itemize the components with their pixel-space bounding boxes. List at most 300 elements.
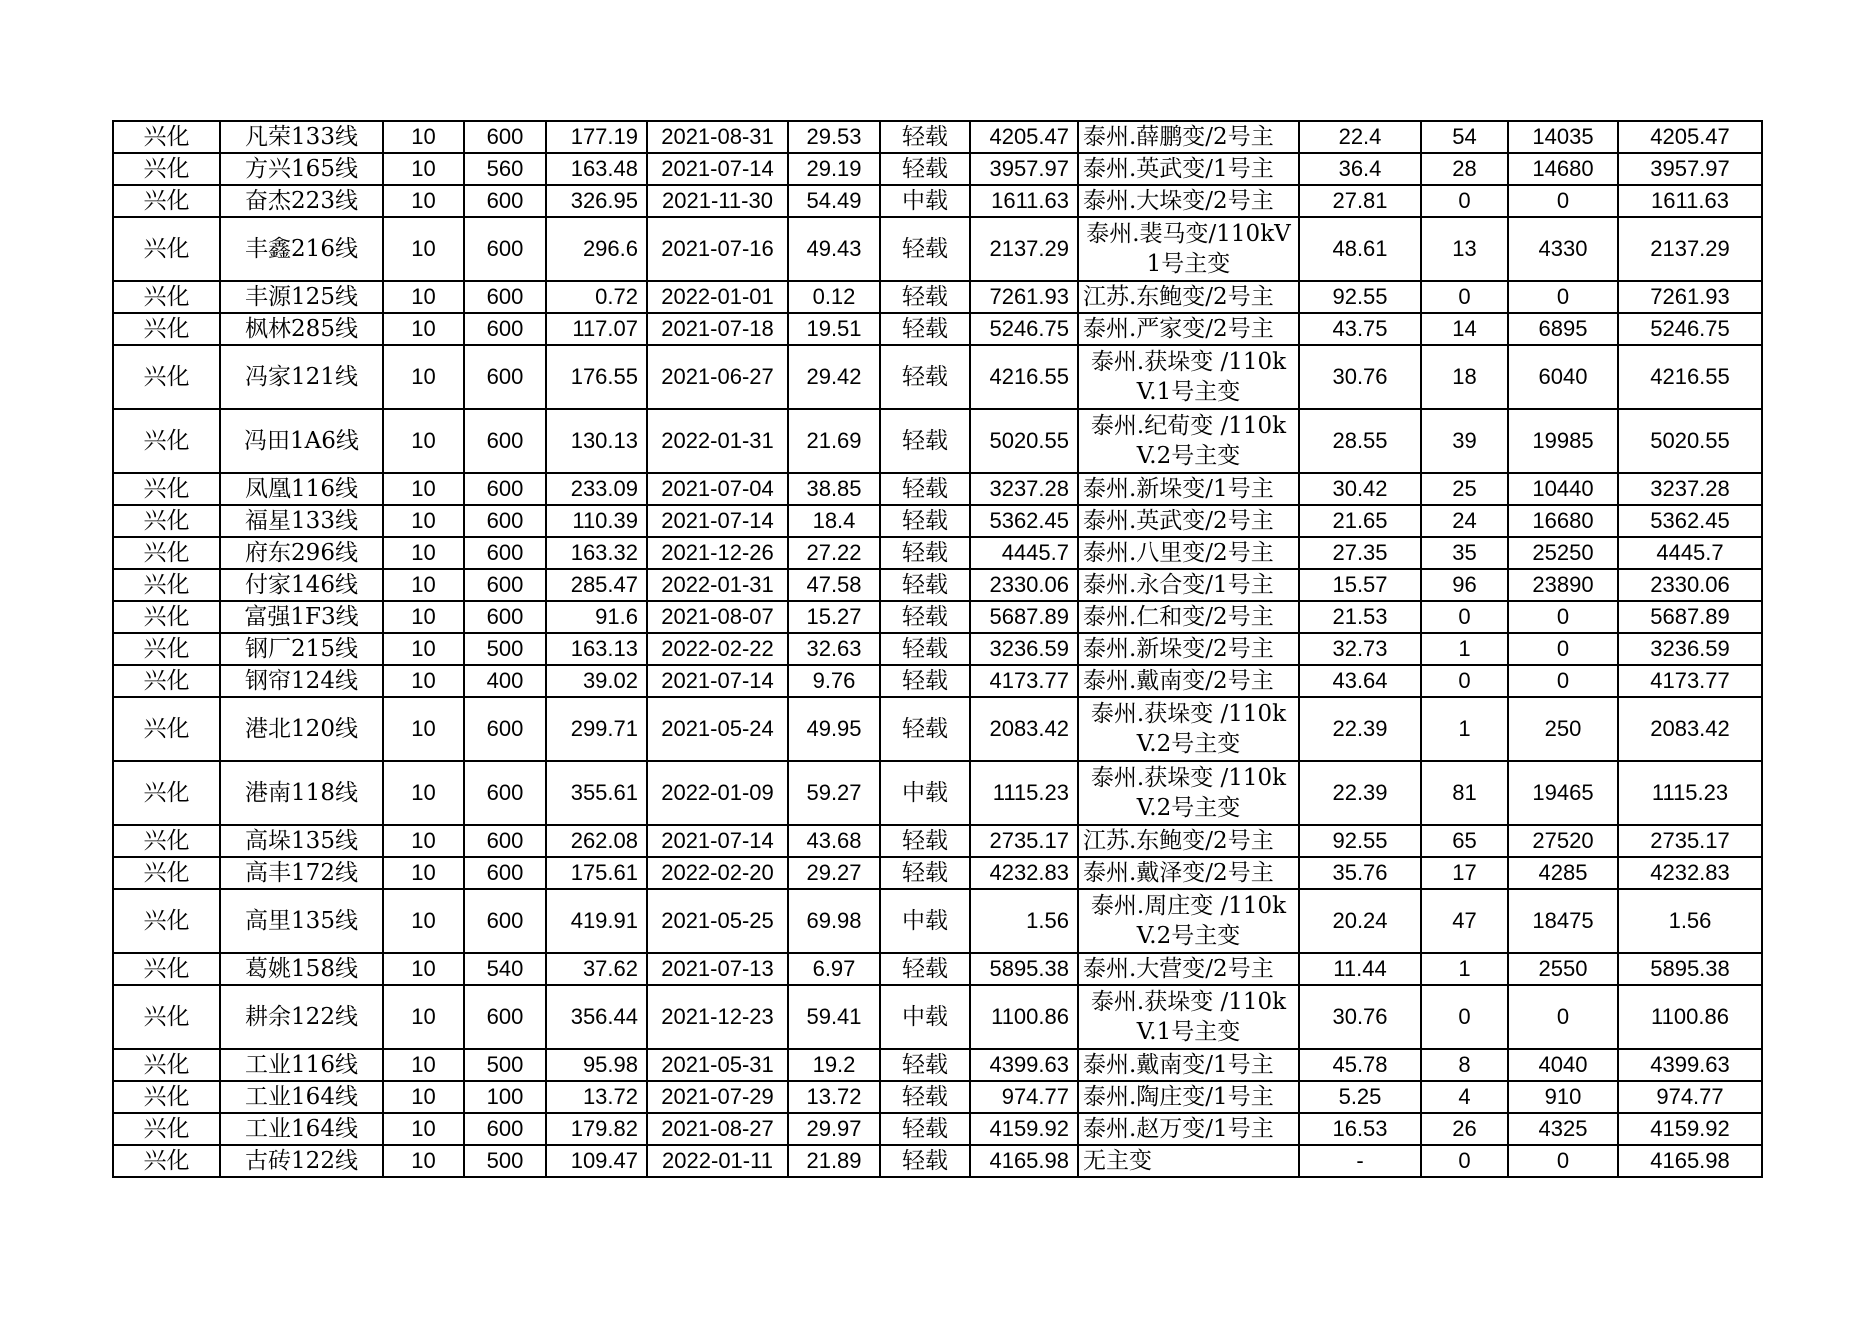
cell-margin: 4399.63 [970,1049,1078,1081]
cell-load-status: 轻载 [880,1081,970,1113]
table-row [113,953,1762,985]
cell-capacity: 600 [464,345,546,409]
cell-substation-rate: 28.55 [1299,409,1421,473]
table-row [113,1081,1762,1113]
distribution-line-table [112,120,1763,1178]
cell-load-status: 轻载 [880,1049,970,1081]
table-row [113,313,1762,345]
cell-substation-rate: 5.25 [1299,1081,1421,1113]
cell-load-status: 轻载 [880,633,970,665]
cell-substation: 江苏.东鲍变/2号主 [1078,825,1299,857]
cell-voltage: 10 [383,409,464,473]
cell-capacity: 540 [464,953,546,985]
cell-substation-rate: 45.78 [1299,1049,1421,1081]
cell-region: 兴化 [113,185,220,217]
cell-substation: 泰州.大营变/2号主 [1078,953,1299,985]
cell-load-status: 轻载 [880,121,970,153]
cell-substation-rate: 11.44 [1299,953,1421,985]
cell-user-capacity: 6040 [1508,345,1618,409]
cell-voltage: 10 [383,1113,464,1145]
cell-voltage: 10 [383,985,464,1049]
cell-load: 233.09 [546,473,647,505]
cell-margin: 4216.55 [970,345,1078,409]
cell-available-capacity: 4399.63 [1618,1049,1762,1081]
cell-substation: 江苏.东鲍变/2号主 [1078,281,1299,313]
cell-substation: 泰州.永合变/1号主 [1078,569,1299,601]
cell-load: 355.61 [546,761,647,825]
cell-voltage: 10 [383,153,464,185]
cell-substation-rate: 30.42 [1299,473,1421,505]
cell-line-name: 高丰172线 [220,857,383,889]
cell-margin: 5895.38 [970,953,1078,985]
cell-margin: 5020.55 [970,409,1078,473]
cell-load-rate: 18.4 [788,505,880,537]
cell-load-rate: 19.51 [788,313,880,345]
table-row [113,1113,1762,1145]
cell-capacity: 600 [464,857,546,889]
cell-user-capacity: 6895 [1508,313,1618,345]
cell-user-capacity: 18475 [1508,889,1618,953]
cell-region: 兴化 [113,697,220,761]
cell-user-count: 65 [1421,825,1508,857]
cell-region: 兴化 [113,1081,220,1113]
cell-margin: 2083.42 [970,697,1078,761]
cell-load-rate: 15.27 [788,601,880,633]
cell-margin: 2330.06 [970,569,1078,601]
cell-user-capacity: 0 [1508,601,1618,633]
cell-load-rate: 69.98 [788,889,880,953]
cell-capacity: 500 [464,633,546,665]
cell-date: 2021-07-29 [647,1081,788,1113]
cell-load: 419.91 [546,889,647,953]
cell-date: 2021-12-23 [647,985,788,1049]
cell-user-capacity: 4325 [1508,1113,1618,1145]
cell-load-status: 轻载 [880,825,970,857]
cell-capacity: 600 [464,1113,546,1145]
cell-available-capacity: 5895.38 [1618,953,1762,985]
cell-line-name: 冯家121线 [220,345,383,409]
cell-load-status: 轻载 [880,697,970,761]
cell-user-count: 18 [1421,345,1508,409]
cell-load: 177.19 [546,121,647,153]
table-row [113,889,1762,953]
table-row [113,1049,1762,1081]
cell-available-capacity: 3236.59 [1618,633,1762,665]
cell-load-rate: 29.97 [788,1113,880,1145]
cell-substation: 泰州.英武变/1号主 [1078,153,1299,185]
cell-load-rate: 43.68 [788,825,880,857]
cell-user-count: 17 [1421,857,1508,889]
cell-line-name: 钢厂215线 [220,633,383,665]
cell-substation: 泰州.薛鹏变/2号主 [1078,121,1299,153]
cell-load-rate: 54.49 [788,185,880,217]
cell-voltage: 10 [383,889,464,953]
cell-margin: 4173.77 [970,665,1078,697]
cell-load-rate: 13.72 [788,1081,880,1113]
cell-available-capacity: 5687.89 [1618,601,1762,633]
cell-user-capacity: 0 [1508,985,1618,1049]
cell-load-rate: 0.12 [788,281,880,313]
cell-available-capacity: 1.56 [1618,889,1762,953]
cell-available-capacity: 4173.77 [1618,665,1762,697]
table-row [113,601,1762,633]
cell-region: 兴化 [113,569,220,601]
cell-region: 兴化 [113,1145,220,1177]
cell-substation: 泰州.获垛变 /110kV.2号主变 [1078,761,1299,825]
cell-capacity: 600 [464,281,546,313]
cell-load: 117.07 [546,313,647,345]
cell-line-name: 工业116线 [220,1049,383,1081]
cell-voltage: 10 [383,1081,464,1113]
cell-load-status: 轻载 [880,313,970,345]
table-row [113,537,1762,569]
cell-load-status: 轻载 [880,409,970,473]
cell-capacity: 100 [464,1081,546,1113]
cell-date: 2022-01-31 [647,569,788,601]
cell-substation: 泰州.严家变/2号主 [1078,313,1299,345]
cell-substation: 无主变 [1078,1145,1299,1177]
cell-available-capacity: 2083.42 [1618,697,1762,761]
cell-region: 兴化 [113,313,220,345]
cell-capacity: 600 [464,409,546,473]
cell-margin: 3236.59 [970,633,1078,665]
cell-margin: 2137.29 [970,217,1078,281]
cell-date: 2021-05-25 [647,889,788,953]
cell-load: 163.32 [546,537,647,569]
cell-substation: 泰州.陶庄变/1号主 [1078,1081,1299,1113]
cell-region: 兴化 [113,985,220,1049]
cell-user-capacity: 2550 [1508,953,1618,985]
cell-load-rate: 49.95 [788,697,880,761]
cell-capacity: 600 [464,537,546,569]
cell-user-count: 0 [1421,665,1508,697]
cell-capacity: 600 [464,825,546,857]
cell-load: 163.48 [546,153,647,185]
cell-voltage: 10 [383,537,464,569]
cell-line-name: 方兴165线 [220,153,383,185]
cell-date: 2022-02-22 [647,633,788,665]
cell-voltage: 10 [383,601,464,633]
cell-date: 2021-05-24 [647,697,788,761]
cell-user-capacity: 25250 [1508,537,1618,569]
cell-date: 2021-07-14 [647,153,788,185]
cell-substation: 泰州.周庄变 /110kV.2号主变 [1078,889,1299,953]
cell-capacity: 600 [464,985,546,1049]
cell-line-name: 耕余122线 [220,985,383,1049]
cell-available-capacity: 2330.06 [1618,569,1762,601]
cell-capacity: 600 [464,185,546,217]
cell-user-capacity: 4285 [1508,857,1618,889]
cell-voltage: 10 [383,665,464,697]
cell-substation-rate: 32.73 [1299,633,1421,665]
cell-date: 2021-11-30 [647,185,788,217]
cell-user-capacity: 4040 [1508,1049,1618,1081]
cell-date: 2021-05-31 [647,1049,788,1081]
cell-capacity: 600 [464,889,546,953]
cell-margin: 2735.17 [970,825,1078,857]
cell-capacity: 600 [464,313,546,345]
cell-user-count: 1 [1421,697,1508,761]
cell-line-name: 港北120线 [220,697,383,761]
cell-load: 95.98 [546,1049,647,1081]
cell-capacity: 600 [464,697,546,761]
cell-line-name: 工业164线 [220,1081,383,1113]
cell-available-capacity: 2735.17 [1618,825,1762,857]
cell-substation: 泰州.新垛变/2号主 [1078,633,1299,665]
cell-voltage: 10 [383,281,464,313]
cell-substation-rate: 16.53 [1299,1113,1421,1145]
cell-substation: 泰州.获垛变 /110kV.1号主变 [1078,985,1299,1049]
cell-substation-rate: - [1299,1145,1421,1177]
cell-line-name: 港南118线 [220,761,383,825]
cell-line-name: 凤凰116线 [220,473,383,505]
cell-available-capacity: 4445.7 [1618,537,1762,569]
cell-substation: 泰州.赵万变/1号主 [1078,1113,1299,1145]
cell-line-name: 冯田1A6线 [220,409,383,473]
cell-load-status: 中载 [880,761,970,825]
cell-load: 110.39 [546,505,647,537]
cell-date: 2021-12-26 [647,537,788,569]
cell-line-name: 丰鑫216线 [220,217,383,281]
cell-line-name: 丰源125线 [220,281,383,313]
cell-region: 兴化 [113,665,220,697]
cell-date: 2021-08-07 [647,601,788,633]
cell-margin: 974.77 [970,1081,1078,1113]
cell-substation: 泰州.仁和变/2号主 [1078,601,1299,633]
cell-user-capacity: 0 [1508,1145,1618,1177]
cell-substation-rate: 20.24 [1299,889,1421,953]
cell-line-name: 枫林285线 [220,313,383,345]
cell-capacity: 600 [464,473,546,505]
cell-date: 2021-07-13 [647,953,788,985]
cell-load-status: 轻载 [880,505,970,537]
table-row [113,281,1762,313]
cell-user-count: 0 [1421,601,1508,633]
cell-substation-rate: 22.39 [1299,761,1421,825]
cell-load: 299.71 [546,697,647,761]
cell-capacity: 600 [464,761,546,825]
cell-user-count: 35 [1421,537,1508,569]
cell-user-capacity: 0 [1508,665,1618,697]
cell-load-status: 轻载 [880,601,970,633]
cell-available-capacity: 1115.23 [1618,761,1762,825]
table-row [113,665,1762,697]
cell-user-count: 96 [1421,569,1508,601]
cell-user-count: 54 [1421,121,1508,153]
cell-region: 兴化 [113,281,220,313]
cell-date: 2022-01-11 [647,1145,788,1177]
cell-region: 兴化 [113,217,220,281]
cell-line-name: 付家146线 [220,569,383,601]
table-row [113,633,1762,665]
cell-date: 2021-06-27 [647,345,788,409]
cell-user-count: 47 [1421,889,1508,953]
cell-margin: 4205.47 [970,121,1078,153]
cell-available-capacity: 4165.98 [1618,1145,1762,1177]
cell-substation: 泰州.八里变/2号主 [1078,537,1299,569]
cell-substation: 泰州.大垛变/2号主 [1078,185,1299,217]
cell-date: 2022-02-20 [647,857,788,889]
table-row [113,121,1762,153]
cell-line-name: 工业164线 [220,1113,383,1145]
cell-line-name: 福星133线 [220,505,383,537]
cell-user-capacity: 250 [1508,697,1618,761]
cell-load-status: 轻载 [880,665,970,697]
cell-voltage: 10 [383,697,464,761]
cell-line-name: 古砖122线 [220,1145,383,1177]
cell-user-count: 81 [1421,761,1508,825]
cell-margin: 4165.98 [970,1145,1078,1177]
cell-load-status: 中载 [880,889,970,953]
cell-substation: 泰州.戴南变/1号主 [1078,1049,1299,1081]
cell-user-count: 28 [1421,153,1508,185]
table-row [113,185,1762,217]
cell-available-capacity: 4205.47 [1618,121,1762,153]
cell-substation-rate: 43.75 [1299,313,1421,345]
cell-user-capacity: 19985 [1508,409,1618,473]
cell-line-name: 富强1F3线 [220,601,383,633]
cell-available-capacity: 5246.75 [1618,313,1762,345]
cell-user-count: 0 [1421,985,1508,1049]
cell-substation-rate: 30.76 [1299,985,1421,1049]
cell-available-capacity: 4232.83 [1618,857,1762,889]
cell-substation-rate: 27.35 [1299,537,1421,569]
cell-voltage: 10 [383,1049,464,1081]
cell-capacity: 600 [464,217,546,281]
cell-user-capacity: 19465 [1508,761,1618,825]
cell-capacity: 600 [464,569,546,601]
cell-voltage: 10 [383,857,464,889]
cell-user-capacity: 0 [1508,185,1618,217]
cell-line-name: 府东296线 [220,537,383,569]
table-body [113,121,1762,1177]
cell-substation-rate: 35.76 [1299,857,1421,889]
cell-load: 175.61 [546,857,647,889]
table-row [113,985,1762,1049]
cell-load-rate: 47.58 [788,569,880,601]
cell-region: 兴化 [113,409,220,473]
cell-available-capacity: 3237.28 [1618,473,1762,505]
cell-load-rate: 29.27 [788,857,880,889]
cell-user-count: 1 [1421,953,1508,985]
cell-user-capacity: 27520 [1508,825,1618,857]
cell-date: 2021-07-14 [647,665,788,697]
cell-voltage: 10 [383,953,464,985]
cell-capacity: 600 [464,505,546,537]
cell-user-count: 0 [1421,1145,1508,1177]
cell-date: 2021-08-31 [647,121,788,153]
cell-voltage: 10 [383,217,464,281]
cell-region: 兴化 [113,153,220,185]
cell-capacity: 400 [464,665,546,697]
cell-load-rate: 29.53 [788,121,880,153]
cell-available-capacity: 1100.86 [1618,985,1762,1049]
cell-margin: 7261.93 [970,281,1078,313]
table-row [113,505,1762,537]
cell-available-capacity: 5020.55 [1618,409,1762,473]
cell-load-rate: 6.97 [788,953,880,985]
cell-date: 2021-07-18 [647,313,788,345]
cell-load-status: 轻载 [880,217,970,281]
cell-voltage: 10 [383,313,464,345]
cell-load: 39.02 [546,665,647,697]
cell-substation: 泰州.获垛变 /110kV.2号主变 [1078,697,1299,761]
cell-load-rate: 21.69 [788,409,880,473]
cell-load-status: 轻载 [880,473,970,505]
cell-substation-rate: 30.76 [1299,345,1421,409]
cell-load-rate: 32.63 [788,633,880,665]
cell-user-count: 0 [1421,281,1508,313]
cell-voltage: 10 [383,505,464,537]
cell-load-status: 轻载 [880,537,970,569]
cell-load: 13.72 [546,1081,647,1113]
cell-user-count: 14 [1421,313,1508,345]
cell-load-rate: 29.42 [788,345,880,409]
cell-margin: 1115.23 [970,761,1078,825]
cell-load: 0.72 [546,281,647,313]
cell-margin: 4159.92 [970,1113,1078,1145]
cell-region: 兴化 [113,857,220,889]
cell-load: 163.13 [546,633,647,665]
cell-available-capacity: 4216.55 [1618,345,1762,409]
cell-region: 兴化 [113,953,220,985]
cell-date: 2021-07-16 [647,217,788,281]
cell-load-rate: 19.2 [788,1049,880,1081]
cell-user-capacity: 0 [1508,281,1618,313]
table-row [113,569,1762,601]
cell-date: 2022-01-31 [647,409,788,473]
table-row [113,697,1762,761]
cell-load-rate: 21.89 [788,1145,880,1177]
cell-substation: 泰州.英武变/2号主 [1078,505,1299,537]
cell-line-name: 葛姚158线 [220,953,383,985]
cell-margin: 1100.86 [970,985,1078,1049]
cell-capacity: 600 [464,601,546,633]
table-row [113,473,1762,505]
cell-substation-rate: 92.55 [1299,825,1421,857]
cell-voltage: 10 [383,185,464,217]
cell-load: 176.55 [546,345,647,409]
cell-substation-rate: 48.61 [1299,217,1421,281]
cell-voltage: 10 [383,569,464,601]
cell-margin: 3957.97 [970,153,1078,185]
cell-voltage: 10 [383,1145,464,1177]
cell-region: 兴化 [113,505,220,537]
cell-margin: 4232.83 [970,857,1078,889]
cell-user-count: 26 [1421,1113,1508,1145]
cell-voltage: 10 [383,345,464,409]
cell-load-status: 轻载 [880,857,970,889]
table-row [113,761,1762,825]
cell-region: 兴化 [113,601,220,633]
cell-region: 兴化 [113,473,220,505]
cell-load-status: 轻载 [880,569,970,601]
cell-load-status: 轻载 [880,153,970,185]
cell-user-capacity: 910 [1508,1081,1618,1113]
cell-region: 兴化 [113,345,220,409]
cell-substation-rate: 22.4 [1299,121,1421,153]
cell-user-capacity: 14680 [1508,153,1618,185]
cell-substation: 泰州.戴南变/2号主 [1078,665,1299,697]
cell-substation-rate: 36.4 [1299,153,1421,185]
cell-user-capacity: 14035 [1508,121,1618,153]
cell-load-status: 中载 [880,185,970,217]
cell-load-status: 轻载 [880,1113,970,1145]
cell-substation: 泰州.获垛变 /110kV.1号主变 [1078,345,1299,409]
cell-region: 兴化 [113,761,220,825]
cell-load: 109.47 [546,1145,647,1177]
cell-region: 兴化 [113,889,220,953]
